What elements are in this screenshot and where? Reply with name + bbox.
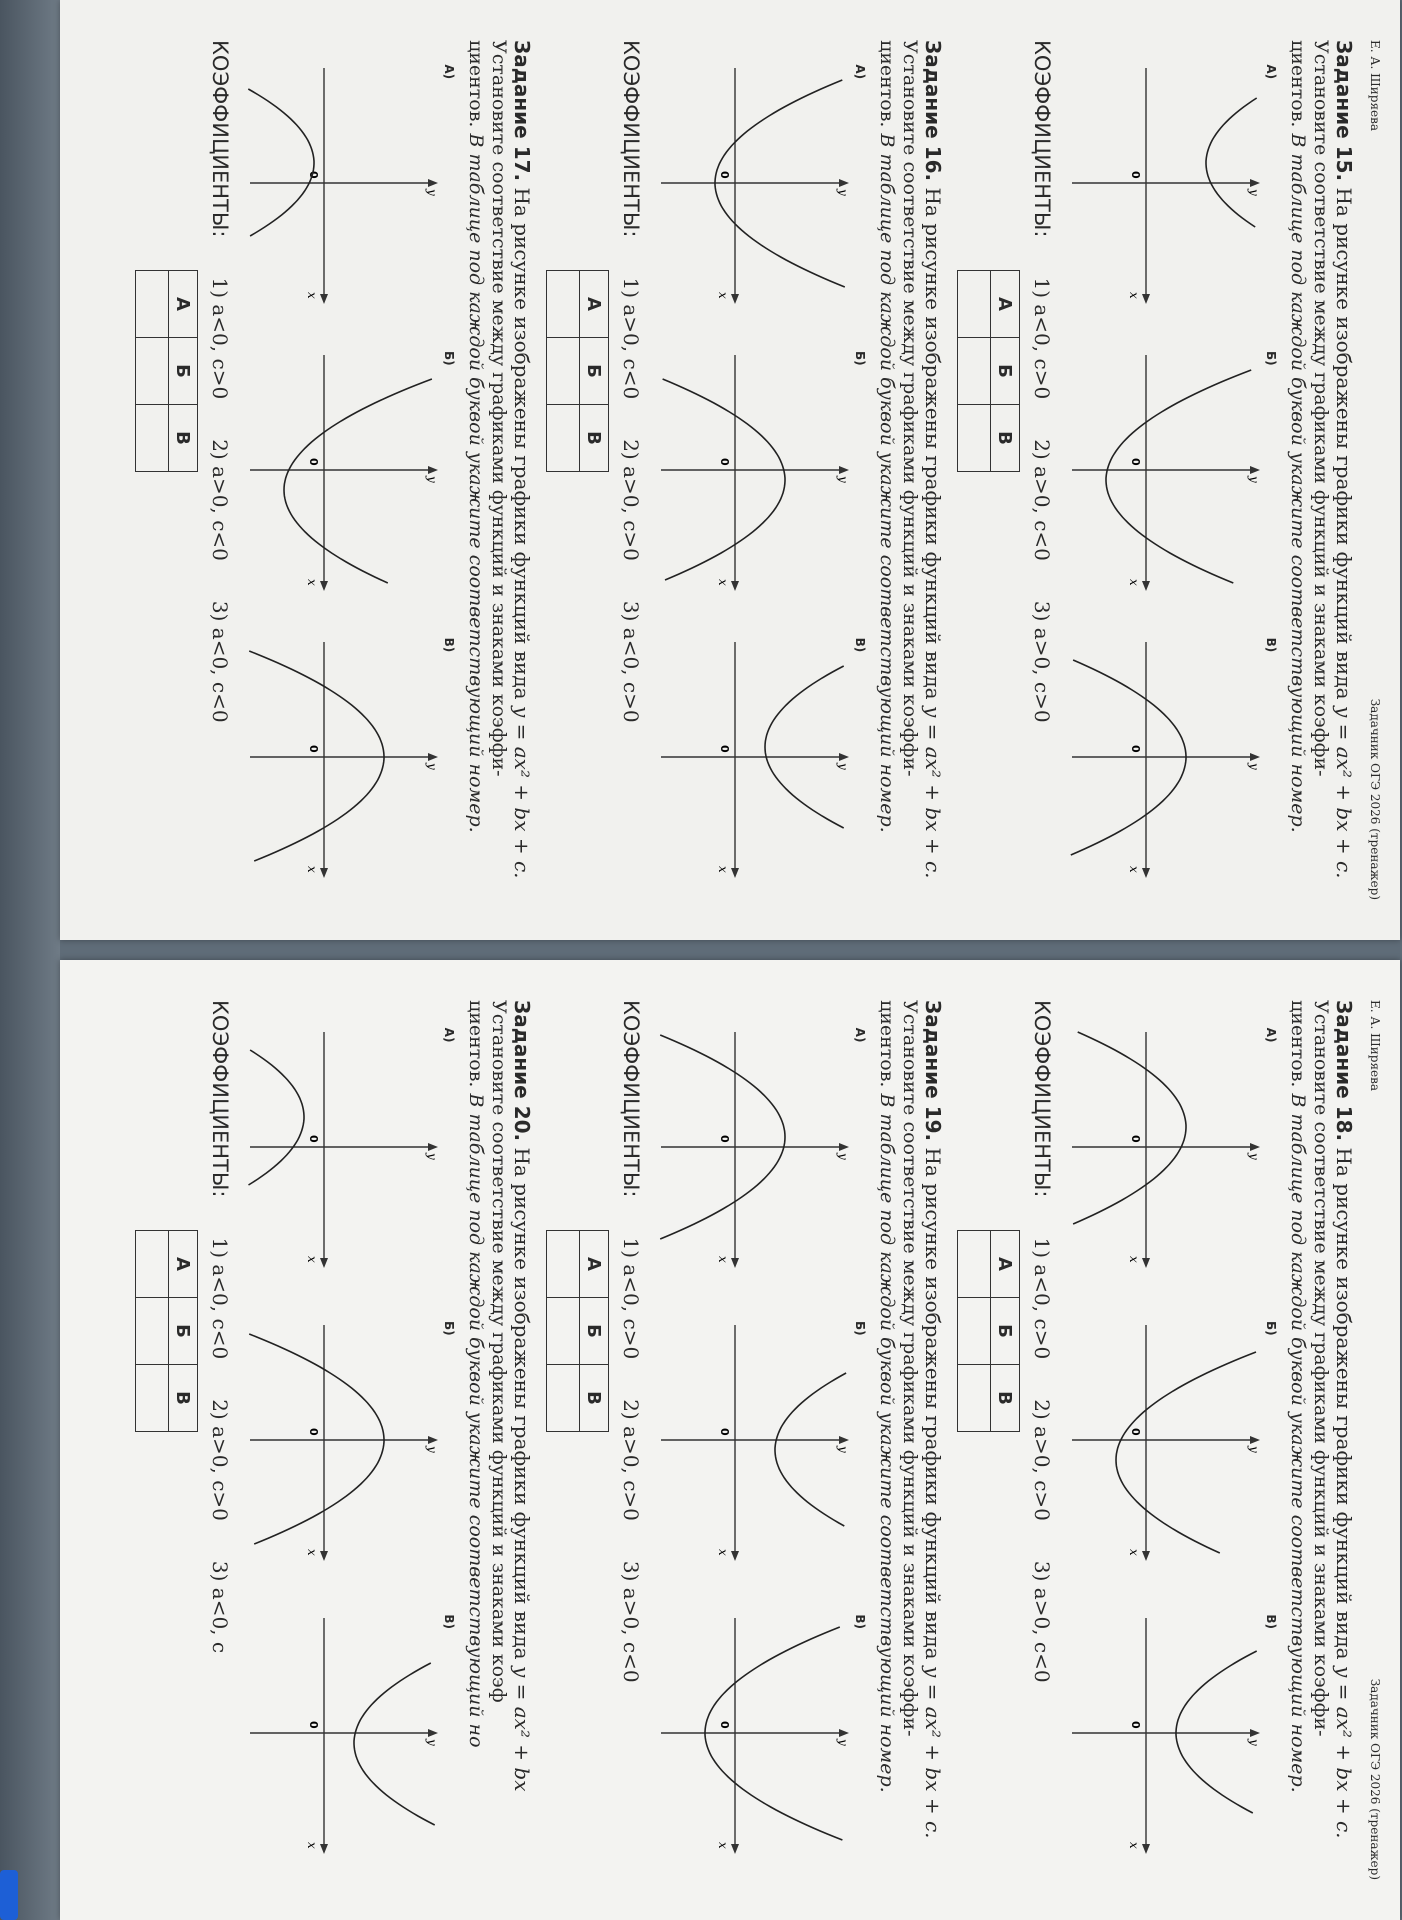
task-18 (953, 960, 1364, 1920)
graph-b (236, 345, 456, 595)
option-3: 3) a>0, c>0 (1030, 600, 1054, 723)
answer-table (546, 1230, 609, 1432)
x-axis-label: x (305, 1255, 319, 1263)
graph-label: Б) (853, 350, 867, 366)
task-instruction: Установите соответствие между графиками функций и знаками коэффи- (1310, 1000, 1332, 1737)
answer-header: В (580, 405, 609, 472)
origin-label: 0 (718, 1427, 731, 1436)
x-axis-arrow (320, 581, 328, 591)
option-3: 3) a<0, c>0 (619, 600, 643, 723)
task-italic-note: В таблице под каждой буквой укажите соответствующий номер. (876, 1093, 898, 1793)
x-axis-arrow (1142, 868, 1150, 878)
answer-header: А (169, 1231, 198, 1298)
task-italic-note: В таблице под каждой буквой укажите соответствующий номер. (876, 133, 898, 833)
graph-a (1058, 1022, 1278, 1272)
option-1: 1) a>0, c<0 (619, 277, 643, 400)
task-lead: На рисунке изображены графики функций вида (1332, 187, 1356, 700)
task-17 (131, 0, 542, 940)
graph-label: В) (1264, 637, 1278, 653)
task-italic-note: В таблице под каждой буквой укажите соответствующий но (465, 1093, 487, 1748)
coefficients-title: КОЭФФИЦИЕНТЫ: (619, 40, 643, 238)
desk-background (0, 0, 60, 1920)
answer-cell[interactable] (547, 271, 580, 338)
graph-label: В) (442, 637, 456, 653)
option-2: 2) a>0, c>0 (208, 1399, 232, 1521)
task-number: Задание 17. (510, 40, 534, 182)
answer-header: В (991, 1365, 1020, 1432)
y-axis-label: y (425, 189, 439, 197)
task-instruction: Установите соответствие между графиками функций и знаками коэффи- (899, 1000, 921, 1737)
graph-c (236, 1608, 456, 1858)
origin-label: 0 (718, 171, 731, 179)
y-axis-arrow (428, 1729, 438, 1737)
option-1: 1) a<0, c<0 (208, 1237, 232, 1360)
answer-table (546, 270, 609, 472)
x-axis-label: x (1127, 1255, 1141, 1263)
y-axis-label: y (425, 475, 439, 483)
y-axis-arrow (1250, 466, 1260, 474)
graph-row (1058, 40, 1278, 900)
y-axis-arrow (1250, 1436, 1260, 1444)
coefficients-row (1030, 1000, 1054, 1880)
graph-c (647, 632, 867, 882)
graph-row (236, 40, 456, 900)
y-axis-arrow (839, 753, 849, 761)
graph-label: А) (853, 64, 867, 80)
parabola-curve (354, 1663, 435, 1825)
graph-label: А) (853, 1027, 867, 1043)
y-axis-arrow (428, 466, 438, 474)
task-instruction-cont: циентов. (1287, 1000, 1309, 1088)
x-axis-label: x (305, 292, 319, 300)
y-axis-label: y (425, 1739, 439, 1747)
origin-label: 0 (1129, 457, 1142, 466)
answer-cell[interactable] (958, 338, 991, 405)
coefficients-title: КОЭФФИЦИЕНТЫ: (619, 1000, 643, 1198)
coefficients-row (619, 1000, 643, 1880)
parabola-plot (1066, 1315, 1266, 1565)
graph-a (647, 1022, 867, 1272)
coefficients-title: КОЭФФИЦИЕНТЫ: (1030, 40, 1054, 238)
x-axis-arrow (320, 868, 328, 878)
parabola-curve (249, 1050, 305, 1185)
answer-cell[interactable] (958, 271, 991, 338)
task-number: Задание 18. (1332, 1000, 1356, 1142)
graph-a (1058, 58, 1278, 308)
answer-header: В (991, 405, 1020, 472)
x-axis-arrow (731, 581, 739, 591)
x-axis-label: x (716, 1842, 730, 1850)
x-axis-label: x (305, 1842, 319, 1850)
task-lead: На рисунке изображены графики функций вида (921, 1147, 945, 1660)
answer-header: В (169, 1365, 198, 1432)
x-axis-label: x (305, 578, 319, 586)
origin-label: 0 (307, 744, 320, 753)
graph-b (1058, 345, 1278, 595)
option-1: 1) a<0, c>0 (1030, 277, 1054, 400)
task-lead: На рисунке изображены графики функций вида (1332, 1147, 1356, 1660)
task-number: Задание 19. (921, 1000, 945, 1142)
answer-cell[interactable] (136, 1365, 169, 1432)
y-axis-label: y (836, 1445, 850, 1453)
parabola-plot (655, 1022, 855, 1272)
parabola-plot (1066, 345, 1266, 595)
option-3: 3) a>0, c<0 (619, 1560, 643, 1683)
answer-header: Б (169, 1298, 198, 1365)
parabola-curve (284, 379, 432, 583)
task-instruction-cont: циентов. (876, 1000, 898, 1088)
y-axis-arrow (839, 179, 849, 187)
x-axis-label: x (716, 1255, 730, 1263)
graph-a (647, 58, 867, 308)
blue-pen (0, 1870, 18, 1920)
graph-label: В) (442, 1614, 456, 1629)
task-lead: На рисунке изображены графики функций вида (510, 1147, 534, 1660)
answer-cell[interactable] (958, 1365, 991, 1432)
parabola-curve (1106, 370, 1251, 583)
x-axis-label: x (716, 1548, 730, 1556)
parabola-plot (1066, 58, 1266, 308)
x-axis-label: x (1127, 865, 1141, 873)
y-axis-label: y (836, 475, 850, 483)
y-axis-label: y (1247, 762, 1261, 770)
task-italic-note: В таблице под каждой буквой укажите соответствующий номер. (1287, 133, 1309, 833)
option-3: 3) a<0, c<0 (208, 600, 232, 723)
x-axis-label: x (1127, 1548, 1141, 1556)
graph-a (236, 1022, 456, 1272)
y-axis-label: y (425, 762, 439, 770)
y-axis-label: y (1247, 475, 1261, 483)
y-axis-label: y (836, 762, 850, 770)
graph-b (236, 1315, 456, 1565)
task-formula: y = ax² + bx + c. (1332, 1665, 1356, 1839)
graph-label: В) (853, 637, 867, 653)
task-formula: y = ax² + bx + c. (1332, 705, 1356, 879)
coefficients-row (619, 40, 643, 900)
x-axis-label: x (716, 865, 730, 873)
answer-header: А (169, 271, 198, 338)
y-axis-label: y (836, 1739, 850, 1747)
y-axis-arrow (839, 1436, 849, 1444)
parabola-plot (1066, 1022, 1266, 1272)
parabola-curve (249, 1334, 384, 1544)
y-axis-arrow (839, 466, 849, 474)
x-axis-arrow (1142, 581, 1150, 591)
coefficients-title: КОЭФФИЦИЕНТЫ: (208, 1000, 232, 1198)
coefficients-row (208, 1000, 232, 1880)
coefficients-row (208, 40, 232, 900)
graph-label: А) (442, 1027, 456, 1043)
x-axis-arrow (731, 1844, 739, 1854)
parabola-curve (1073, 1032, 1186, 1224)
x-axis-arrow (320, 1844, 328, 1854)
parabola-plot (655, 58, 855, 308)
x-axis-arrow (731, 294, 739, 304)
origin-label: 0 (1129, 744, 1142, 753)
y-axis-arrow (1250, 179, 1260, 187)
task-instruction-cont: циентов. (465, 1000, 487, 1088)
task-instruction: Установите соответствие между графиками функций и знаками коэффи- (488, 40, 510, 777)
x-axis-arrow (320, 294, 328, 304)
answer-cell[interactable] (547, 405, 580, 472)
x-axis-arrow (1142, 1844, 1150, 1854)
parabola-plot (244, 1608, 444, 1858)
parabola-plot (655, 345, 855, 595)
task-instruction-cont: циентов. (876, 40, 898, 128)
answer-header: Б (991, 338, 1020, 405)
answer-header: В (580, 1365, 609, 1432)
origin-label: 0 (307, 1721, 320, 1729)
parabola-plot (244, 632, 444, 882)
parabola-plot (244, 345, 444, 595)
graph-label: А) (1264, 1027, 1278, 1043)
task-italic-note: В таблице под каждой буквой укажите соответствующий номер. (1287, 1093, 1309, 1793)
answer-cell[interactable] (958, 405, 991, 472)
y-axis-arrow (1250, 753, 1260, 761)
y-axis-label: y (425, 1152, 439, 1160)
graph-c (1058, 632, 1278, 882)
answer-table (135, 270, 198, 472)
origin-label: 0 (307, 171, 320, 179)
page-header (1364, 0, 1400, 940)
answer-cell[interactable] (958, 1231, 991, 1298)
x-axis-arrow (1142, 1258, 1150, 1268)
y-axis-label: y (836, 1152, 850, 1160)
option-1: 1) a<0, c>0 (1030, 1237, 1054, 1360)
graph-b (647, 1315, 867, 1565)
task-15 (953, 0, 1364, 940)
parabola-curve (663, 379, 785, 580)
origin-label: 0 (307, 457, 320, 466)
y-axis-label: y (836, 189, 850, 197)
origin-label: 0 (307, 1134, 320, 1143)
graph-c (1058, 1608, 1278, 1858)
x-axis-arrow (320, 1551, 328, 1561)
origin-label: 0 (718, 1721, 731, 1729)
option-2: 2) a>0, c>0 (619, 439, 643, 561)
x-axis-label: x (1127, 578, 1141, 586)
origin-label: 0 (1129, 1721, 1142, 1729)
graph-label: А) (442, 64, 456, 80)
graph-label: Б) (1264, 350, 1278, 366)
graph-label: В) (1264, 1614, 1278, 1629)
x-axis-label: x (305, 865, 319, 873)
origin-label: 0 (1129, 171, 1142, 179)
task-instruction: Установите соответствие между графиками функций и знаками коэффи- (1310, 40, 1332, 777)
task-20 (131, 960, 542, 1920)
page-content (60, 960, 1400, 1920)
coefficients-title: КОЭФФИЦИЕНТЫ: (208, 40, 232, 238)
author-name: Е. А. Ширяева (1368, 1000, 1382, 1092)
answer-cell[interactable] (136, 338, 169, 405)
answer-table (957, 1230, 1020, 1432)
worksheet-page-bottom (60, 960, 1400, 1920)
option-1: 1) a<0, c>0 (208, 277, 232, 400)
task-19 (542, 960, 953, 1920)
parabola-curve (248, 89, 314, 236)
y-axis-label: y (1247, 1152, 1261, 1160)
option-1: 1) a<0, c>0 (619, 1237, 643, 1360)
answer-cell[interactable] (547, 338, 580, 405)
x-axis-label: x (716, 292, 730, 300)
answer-header: А (991, 1231, 1020, 1298)
answer-header: Б (580, 338, 609, 405)
x-axis-label: x (716, 578, 730, 586)
answer-table (135, 1230, 198, 1432)
answer-header: Б (991, 1298, 1020, 1365)
parabola-curve (1176, 1651, 1257, 1813)
graph-a (236, 58, 456, 308)
y-axis-label: y (1247, 1739, 1261, 1747)
book-title: Задачник ОГЭ 2026 (тренажер) (1368, 698, 1382, 900)
task-formula: y = ax² + bx + c. (921, 1665, 945, 1839)
y-axis-arrow (1250, 1729, 1260, 1737)
y-axis-arrow (428, 1143, 438, 1151)
task-instruction-cont: циентов. (1287, 40, 1309, 128)
answer-header: Б (169, 338, 198, 405)
x-axis-label: x (1127, 292, 1141, 300)
origin-label: 0 (718, 457, 731, 466)
graph-row (647, 40, 867, 900)
answer-header: Б (580, 1298, 609, 1365)
answer-cell[interactable] (958, 1298, 991, 1365)
task-number: Задание 16. (921, 40, 945, 182)
y-axis-label: y (425, 1445, 439, 1453)
task-instruction: Установите соответствие между графиками функций и знаками коэффи- (899, 40, 921, 777)
answer-cell[interactable] (547, 1365, 580, 1432)
option-2: 2) a>0, c<0 (208, 439, 232, 561)
parabola-plot (655, 1315, 855, 1565)
answer-header: А (991, 271, 1020, 338)
x-axis-arrow (731, 868, 739, 878)
x-axis-arrow (731, 1258, 739, 1268)
task-formula: y = ax² + bx (510, 1665, 534, 1792)
coefficients-title: КОЭФФИЦИЕНТЫ: (1030, 1000, 1054, 1198)
parabola-plot (244, 1315, 444, 1565)
y-axis-arrow (428, 1436, 438, 1444)
graph-c (236, 632, 456, 882)
page-content (60, 0, 1400, 940)
parabola-plot (244, 1022, 444, 1272)
x-axis-label: x (1127, 1842, 1141, 1850)
y-axis-arrow (428, 179, 438, 187)
graph-label: Б) (442, 1320, 456, 1336)
parabola-curve (1116, 1352, 1256, 1553)
task-instruction-cont: циентов. (465, 40, 487, 128)
y-axis-arrow (1250, 1143, 1260, 1151)
option-2: 2) a>0, c>0 (619, 1399, 643, 1521)
author-name: Е. А. Ширяева (1368, 40, 1382, 132)
graph-label: А) (1264, 64, 1278, 80)
task-italic-note: В таблице под каждой буквой укажите соответствующий номер. (465, 133, 487, 833)
x-axis-label: x (305, 1548, 319, 1556)
graph-label: Б) (1264, 1320, 1278, 1336)
graph-c (647, 1608, 867, 1858)
x-axis-arrow (1142, 294, 1150, 304)
task-lead: На рисунке изображены графики функций вида (510, 187, 534, 700)
parabola-plot (655, 632, 855, 882)
answer-cell[interactable] (136, 1231, 169, 1298)
graph-label: В) (853, 1614, 867, 1629)
graph-row (236, 1000, 456, 1880)
parabola-curve (249, 651, 384, 861)
y-axis-label: y (1247, 1445, 1261, 1453)
graph-label: Б) (853, 1320, 867, 1336)
y-axis-label: y (1247, 189, 1261, 197)
parabola-plot (655, 1608, 855, 1858)
task-instruction: Установите соответствие между графиками функций и знаками коэф (488, 1000, 510, 1703)
parabola-plot (1066, 632, 1266, 882)
parabola-plot (1066, 1608, 1266, 1858)
origin-label: 0 (307, 1427, 320, 1436)
graph-b (1058, 1315, 1278, 1565)
task-lead: На рисунке изображены графики функций вида (921, 187, 945, 700)
graph-label: Б) (442, 350, 456, 366)
parabola-plot (244, 58, 444, 308)
answer-cell[interactable] (136, 271, 169, 338)
origin-label: 0 (718, 744, 731, 753)
task-number: Задание 15. (1332, 40, 1356, 182)
graph-row (647, 1000, 867, 1880)
parabola-curve (1206, 98, 1257, 227)
book-title: Задачник ОГЭ 2026 (тренажер) (1368, 1678, 1382, 1880)
answer-cell[interactable] (136, 405, 169, 472)
answer-cell[interactable] (136, 1298, 169, 1365)
x-axis-arrow (731, 1551, 739, 1561)
graph-row (1058, 1000, 1278, 1880)
task-number: Задание 20. (510, 1000, 534, 1142)
parabola-curve (765, 666, 844, 828)
answer-header: В (169, 405, 198, 472)
answer-cell[interactable] (547, 1298, 580, 1365)
answer-table (957, 270, 1020, 472)
task-formula: y = ax² + bx + c. (921, 705, 945, 879)
origin-label: 0 (1129, 1134, 1142, 1143)
y-axis-arrow (428, 753, 438, 761)
worksheet-page-top (60, 0, 1400, 940)
origin-label: 0 (718, 1134, 731, 1143)
page-header (1364, 960, 1400, 1920)
option-3: 3) a<0, c (208, 1560, 232, 1654)
x-axis-arrow (320, 1258, 328, 1268)
option-3: 3) a>0, c<0 (1030, 1560, 1054, 1683)
task-16 (542, 0, 953, 940)
answer-header: А (580, 271, 609, 338)
y-axis-arrow (839, 1729, 849, 1737)
origin-label: 0 (1129, 1427, 1142, 1436)
answer-header: А (580, 1231, 609, 1298)
y-axis-arrow (839, 1143, 849, 1151)
graph-b (647, 345, 867, 595)
option-2: 2) a>0, c>0 (1030, 1399, 1054, 1521)
coefficients-row (1030, 40, 1054, 900)
option-2: 2) a>0, c<0 (1030, 439, 1054, 561)
answer-cell[interactable] (547, 1231, 580, 1298)
x-axis-arrow (1142, 1551, 1150, 1561)
task-formula: y = ax² + bx + c. (510, 705, 534, 879)
